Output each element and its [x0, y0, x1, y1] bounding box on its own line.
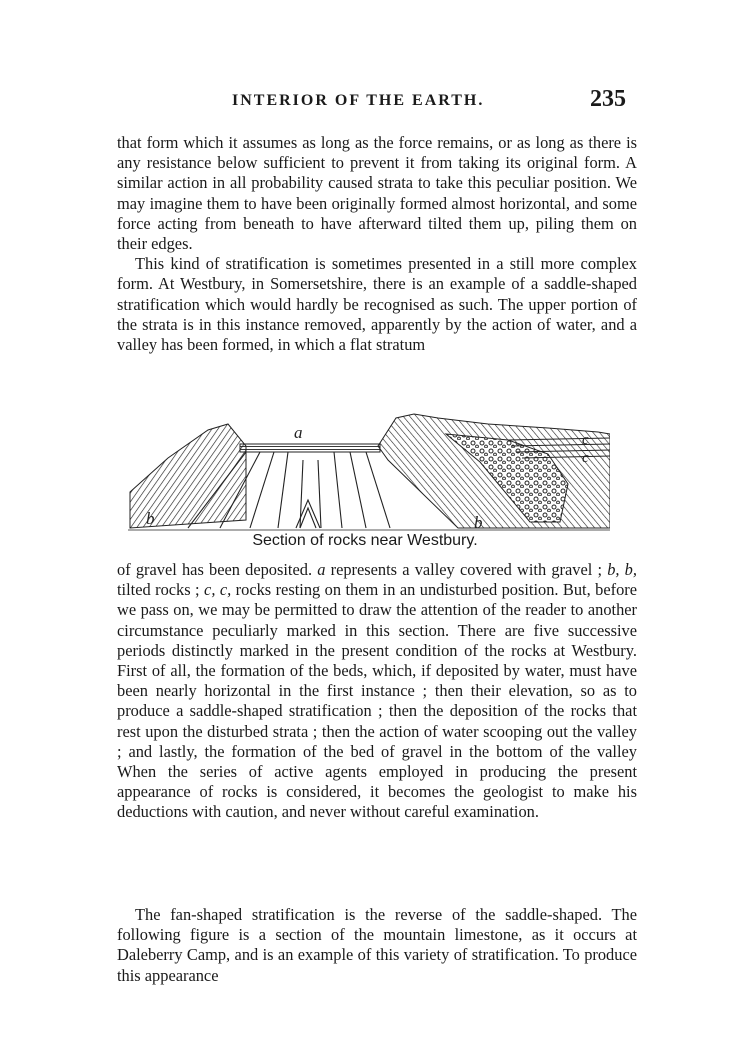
figure-label-c-bottom: c: [582, 450, 589, 466]
paragraph-4: The fan-shaped stratification is the reverse of the saddle-shaped. The following figure is a section of the mountain limestone, as it occurs at Daleberry Camp, and is an example of this variety of stratification. To produce this appearance: [117, 905, 637, 985]
paragraph-3-part4: rocks resting on them in an undisturbed position. But, before we pass on, we may be permitted to draw the attention of the reader to another circumstance peculiarly marked in this section. There are five successive periods distinctly marked in the present condition of the rocks at Westbury. First of all, the formation of the beds, which, if deposited by water, must have been nearly horizontal in the first instance ; then their elevation, so as to produce a saddle-shaped stratification ; then the deposition of the rocks that rest upon the disturbed strata ; then the action of water scooping out the valley ; and lastly, the formation of the bed of gravel in the bottom of the valley When the series of active agents employed in producing the present appearance of rocks is considered, it becomes the geologist to make his deductions with caution, and never without careful examination.: [117, 580, 638, 822]
running-title: INTERIOR OF THE EARTH.: [232, 92, 485, 109]
paragraph-3-ref-b: b, b,: [607, 560, 637, 579]
text-block-end: [117, 905, 637, 986]
page-header: [0, 86, 750, 120]
text-block-top: [117, 133, 637, 355]
text-block-middle: [117, 560, 637, 823]
paragraph-1: that form which it assumes as long as the force remains, or as long as there is any resistance below sufficient to prevent it from taking its original form. A similar action in all probability caused strata to take this peculiar position. We may imagine them to have been originally formed almost horizontal, and some force acting from beneath to have afterward tilted them up, piling them on their edges.: [117, 133, 637, 254]
figure-label-c-top: c: [582, 432, 589, 448]
figure-caption-text: Section of rocks near Westbury.: [252, 532, 478, 549]
figure-label-b-right: b: [474, 513, 483, 532]
paragraph-3-part2: represents a valley covered with gravel ;: [325, 560, 608, 579]
figure-section-of-rocks: [128, 400, 610, 537]
figure-label-b-left: b: [146, 509, 155, 528]
paragraph-3-part3: tilted rocks ;: [117, 580, 205, 600]
paragraph-3-part1: of gravel has been deposited.: [117, 560, 318, 579]
paragraph-2: This kind of stratification is sometimes presented in a still more complex form. At Westbury, in Somersetshire, there is an example of a saddle-shaped stratification which would hardly be recognised as such. The upper portion of the strata is in this instance removed, apparently by the action of water, and a valley has been formed, in which a flat stratum: [117, 254, 637, 355]
page-number: 235: [590, 86, 626, 112]
paragraph-3-ref-a: a: [317, 560, 326, 579]
rock-section-engraving: [128, 400, 610, 537]
figure-label-a: a: [294, 423, 303, 442]
figure-caption: [0, 532, 750, 550]
paragraph-3-ref-c: c, c,: [204, 580, 232, 600]
paragraph-3: [117, 560, 637, 823]
